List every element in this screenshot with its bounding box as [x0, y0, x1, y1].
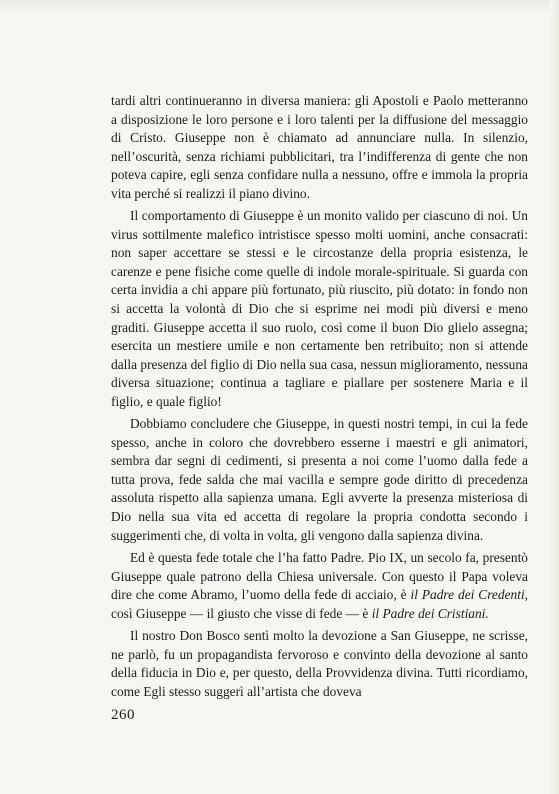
- scan-right-edge: [549, 0, 559, 794]
- paragraph-3: [111, 415, 528, 545]
- paragraph-4: [111, 549, 528, 623]
- text-segment: Ed è questa fede totale che l’ha fatto Padre. Pio IX, un secolo fa, presentò Giuseppe quale patrono della Chiesa universale. Con questo il Papa voleva dire che come Abramo, l’uomo della fede di acciaio, è: [111, 550, 528, 603]
- paragraph-1: [111, 92, 528, 203]
- text-segment: Dobbiamo concludere che Giuseppe, in questi nostri tempi, in cui la fede spesso, anche in coloro che dovrebbero esserne i maestri e gli animatori, sembra dar segni di cedimenti, si presenta a noi come l’uomo dalla fede a tutta prova, fede salda che mai vacilla e sempre gode diritto di precedenza assoluta rispetto alla sapienza umana. Egli avverte la presenza misteriosa di Dio nella sua vita ed accetta di regolare la propria condotta secondo i suggerimenti che, di volta in volta, gli vengono dalla sapienza divina.: [111, 416, 528, 543]
- scan-top-edge: [0, 0, 559, 14]
- text-segment: Il nostro Don Bosco sentì molto la devozione a San Giuseppe, ne scrisse, ne parlò, fu un propagandista fervoroso e convinto della devozione al santo della fiducia in Dio e, per questo, della Provvidenza divina. Tutti ricordiamo, come Egli stesso suggerì all’artista che doveva: [111, 628, 528, 699]
- paragraph-2: [111, 207, 528, 411]
- text-segment: così Giuseppe — il giusto che visse di fede — è: [111, 605, 372, 621]
- paragraph-5: [111, 627, 528, 701]
- text-segment: Il comportamento di Giuseppe è un monito valido per ciascuno di noi. Un virus sottilmente malefico intristisce spesso molti uomini, anche consacrati: non saper accettare se stessi e le circostanze della propria esistenza, le carenze e pene fisiche come quelle di indole morale-spirituale. Si guarda con certa invidia a chi appare più fortunato, più riuscito, più dotato: in fondo non si accetta la volontà di Dio che si esprime nei modi più diversi e meno graditi. Giuseppe accetta il suo ruolo, così come il buon Dio glielo assegna; esercita un mestiere umile e non certamente ben retribuito; non si attende dalla presenza del figlio di Dio nella sua casa, nessun miglioramento, nessuna diversa situazione; continua a tagliare e piallare per sostenere Maria e il figlio, e quale figlio!: [111, 208, 528, 409]
- italic-text: il Padre dei Credenti,: [410, 587, 528, 603]
- page-body-text: [111, 92, 528, 702]
- text-segment: tardi altri continueranno in diversa maniera: gli Apostoli e Paolo metteranno a disposizione le loro persone e i loro talenti per la diffusione del messaggio di Cristo. Giuseppe non è chiamato ad annunciare nulla. In silenzio, nell’oscurità, senza richiami pubblicitari, tra l’indifferenza di gente che non poteva capire, egli senza confidare nulla a nessuno, offre e immola la propria vita perché si realizzi il piano divino.: [111, 93, 528, 201]
- italic-text: il Padre dei Cristiani.: [371, 605, 489, 621]
- page-number: 260: [111, 707, 135, 723]
